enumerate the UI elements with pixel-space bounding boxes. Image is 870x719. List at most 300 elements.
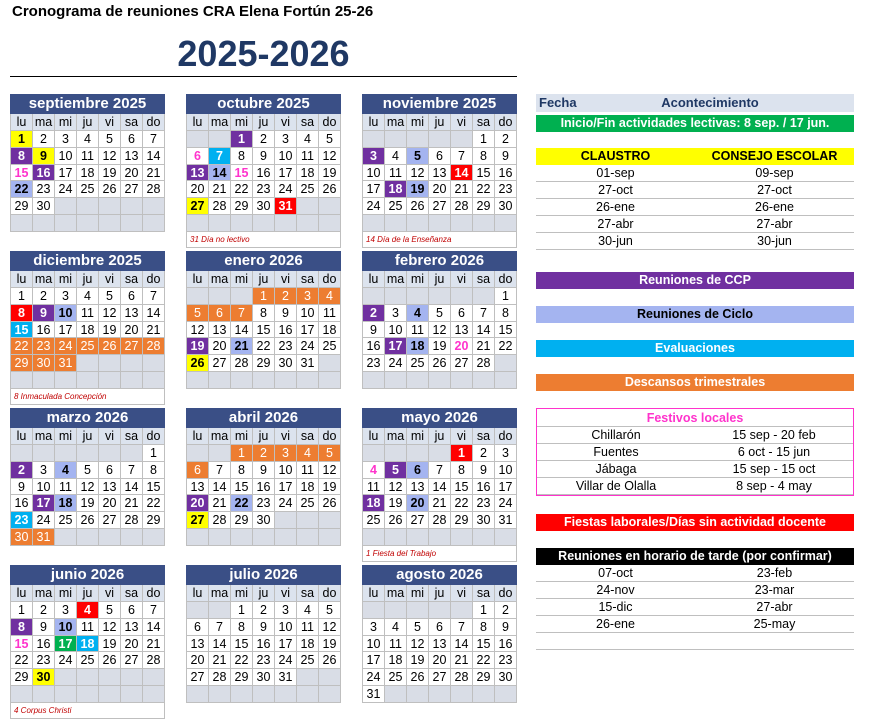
day-cell: 30 — [33, 669, 55, 686]
day-cell: 11 — [297, 462, 319, 479]
day-cell: 17 — [33, 495, 55, 512]
day-cell: 13 — [99, 479, 121, 496]
weekday-header: sa — [121, 114, 143, 131]
day-cell: 28 — [143, 652, 165, 669]
day-cell: 27 — [209, 355, 231, 372]
empty-cell — [33, 686, 55, 703]
day-cell: 2 — [33, 288, 55, 305]
empty-cell — [473, 288, 495, 305]
weekday-header: mi — [407, 271, 429, 288]
descansos-legend: Descansos trimestrales — [536, 374, 854, 391]
empty-cell — [253, 215, 275, 232]
weekday-header: ju — [77, 585, 99, 602]
empty-cell — [385, 215, 407, 232]
weekday-header: mi — [55, 585, 77, 602]
day-cell: 17 — [495, 479, 517, 496]
empty-cell — [473, 372, 495, 389]
day-cell: 14 — [209, 479, 231, 496]
empty-cell — [99, 198, 121, 215]
day-cell: 30 — [33, 198, 55, 215]
weekday-header: vi — [275, 585, 297, 602]
empty-cell — [121, 669, 143, 686]
day-cell: 14 — [121, 479, 143, 496]
day-cell: 28 — [143, 338, 165, 355]
weekday-header: lu — [11, 114, 33, 131]
day-cell: 31 — [275, 669, 297, 686]
ccp-legend: Reuniones de CCP — [536, 272, 854, 289]
day-cell: 29 — [473, 669, 495, 686]
day-cell: 15 — [11, 165, 33, 182]
empty-cell — [363, 445, 385, 462]
empty-cell — [319, 215, 341, 232]
day-cell: 10 — [495, 462, 517, 479]
day-cell: 23 — [253, 181, 275, 198]
day-cell: 24 — [55, 652, 77, 669]
table-cell: 27-abr — [597, 217, 634, 231]
day-cell: 12 — [385, 479, 407, 496]
empty-cell — [275, 686, 297, 703]
table-cell: 15-dic — [598, 600, 633, 614]
day-cell: 2 — [11, 462, 33, 479]
day-cell: 23 — [253, 652, 275, 669]
month-grid — [186, 114, 341, 232]
day-cell: 21 — [143, 322, 165, 339]
day-cell: 12 — [319, 619, 341, 636]
day-cell: 18 — [363, 495, 385, 512]
day-cell: 5 — [77, 462, 99, 479]
empty-cell — [407, 372, 429, 389]
weekday-header: ju — [429, 428, 451, 445]
empty-cell — [77, 355, 99, 372]
table-cell: Chillarón — [591, 428, 641, 442]
day-cell: 20 — [187, 495, 209, 512]
day-cell: 2 — [33, 602, 55, 619]
day-cell: 15 — [495, 322, 517, 339]
day-cell: 25 — [319, 338, 341, 355]
day-cell: 3 — [33, 462, 55, 479]
weekday-header: vi — [275, 114, 297, 131]
day-cell: 14 — [451, 165, 473, 182]
empty-cell — [297, 529, 319, 546]
day-cell: 8 — [495, 305, 517, 322]
empty-cell — [275, 512, 297, 529]
day-cell: 19 — [319, 636, 341, 653]
month-calendar — [362, 565, 517, 703]
weekday-header: lu — [187, 114, 209, 131]
day-cell: 3 — [275, 602, 297, 619]
weekday-header: sa — [473, 271, 495, 288]
empty-cell — [363, 529, 385, 546]
day-cell: 8 — [143, 462, 165, 479]
day-cell: 23 — [473, 495, 495, 512]
day-cell: 4 — [55, 462, 77, 479]
weekday-header: lu — [11, 271, 33, 288]
day-cell: 16 — [495, 636, 517, 653]
day-cell: 26 — [187, 355, 209, 372]
day-cell: 9 — [473, 462, 495, 479]
day-cell: 22 — [11, 181, 33, 198]
day-cell: 6 — [429, 619, 451, 636]
empty-cell — [429, 602, 451, 619]
month-grid — [362, 585, 517, 703]
fiestas-legend: Fiestas laborales/Días sin actividad docente — [536, 514, 854, 531]
empty-cell — [99, 215, 121, 232]
day-cell: 8 — [231, 148, 253, 165]
day-cell: 27 — [429, 669, 451, 686]
day-cell: 1 — [231, 131, 253, 148]
empty-cell — [429, 372, 451, 389]
weekday-header: mi — [231, 114, 253, 131]
day-cell: 14 — [209, 165, 231, 182]
weekday-header: do — [495, 271, 517, 288]
empty-cell — [451, 686, 473, 703]
day-cell: 13 — [187, 479, 209, 496]
day-cell: 14 — [451, 636, 473, 653]
day-cell: 14 — [473, 322, 495, 339]
day-cell: 16 — [253, 165, 275, 182]
empty-cell — [451, 372, 473, 389]
day-cell: 16 — [275, 322, 297, 339]
weekday-header: ju — [429, 271, 451, 288]
table-cell: 26-ene — [755, 200, 794, 214]
day-cell: 6 — [407, 462, 429, 479]
day-cell: 5 — [319, 131, 341, 148]
day-cell: 26 — [99, 338, 121, 355]
day-cell: 31 — [363, 686, 385, 703]
empty-cell — [99, 529, 121, 546]
tarde-title: Reuniones en horario de tarde (por confirmar) — [536, 548, 854, 565]
empty-cell — [11, 215, 33, 232]
weekday-header: lu — [363, 114, 385, 131]
day-cell: 23 — [275, 338, 297, 355]
day-cell: 3 — [55, 288, 77, 305]
day-cell: 29 — [11, 669, 33, 686]
day-cell: 5 — [99, 131, 121, 148]
empty-cell — [55, 215, 77, 232]
day-cell: 24 — [385, 355, 407, 372]
day-cell: 22 — [231, 495, 253, 512]
empty-cell — [77, 529, 99, 546]
day-cell: 14 — [429, 479, 451, 496]
empty-cell — [407, 686, 429, 703]
day-cell: 30 — [495, 669, 517, 686]
empty-cell — [121, 372, 143, 389]
empty-cell — [231, 372, 253, 389]
day-cell: 30 — [33, 355, 55, 372]
day-cell: 18 — [77, 636, 99, 653]
day-cell: 17 — [55, 636, 77, 653]
empty-cell — [385, 602, 407, 619]
weekday-header: do — [143, 114, 165, 131]
empty-cell — [451, 529, 473, 546]
table-cell: 24-nov — [596, 583, 635, 597]
day-cell: 13 — [429, 636, 451, 653]
table-cell: 25-may — [753, 617, 796, 631]
day-cell: 22 — [495, 338, 517, 355]
day-cell: 24 — [55, 338, 77, 355]
day-cell: 23 — [495, 652, 517, 669]
day-cell: 26 — [319, 181, 341, 198]
weekday-header: ju — [253, 271, 275, 288]
day-cell: 31 — [495, 512, 517, 529]
day-cell: 12 — [99, 305, 121, 322]
empty-cell — [143, 669, 165, 686]
day-cell: 26 — [407, 669, 429, 686]
festivos-rows — [537, 427, 853, 495]
weekday-header: sa — [297, 271, 319, 288]
empty-cell — [297, 372, 319, 389]
empty-cell — [99, 686, 121, 703]
weekday-header: ju — [253, 114, 275, 131]
month-title: marzo 2026 — [10, 408, 165, 428]
day-cell: 17 — [275, 479, 297, 496]
day-cell: 5 — [99, 602, 121, 619]
day-cell: 18 — [319, 322, 341, 339]
day-cell: 17 — [297, 322, 319, 339]
empty-cell — [77, 372, 99, 389]
weekday-header: do — [495, 114, 517, 131]
empty-cell — [429, 215, 451, 232]
weekday-header: ma — [385, 271, 407, 288]
day-cell: 23 — [33, 338, 55, 355]
empty-cell — [187, 215, 209, 232]
day-cell: 7 — [429, 462, 451, 479]
day-cell: 28 — [209, 198, 231, 215]
day-cell: 23 — [363, 355, 385, 372]
weekday-header: vi — [451, 271, 473, 288]
day-cell: 11 — [407, 322, 429, 339]
day-cell: 21 — [209, 181, 231, 198]
day-cell: 2 — [33, 131, 55, 148]
weekday-header: do — [143, 428, 165, 445]
day-cell: 29 — [231, 512, 253, 529]
table-cell: 30-jun — [757, 234, 792, 248]
empty-cell — [121, 198, 143, 215]
legend-header — [536, 94, 854, 112]
empty-cell — [55, 669, 77, 686]
weekday-header: ma — [33, 271, 55, 288]
day-cell: 16 — [33, 322, 55, 339]
month-title: agosto 2026 — [362, 565, 517, 585]
day-cell: 17 — [385, 338, 407, 355]
month-title: junio 2026 — [10, 565, 165, 585]
day-cell: 18 — [407, 338, 429, 355]
empty-cell — [473, 529, 495, 546]
day-cell: 2 — [253, 131, 275, 148]
empty-cell — [99, 445, 121, 462]
day-cell: 30 — [11, 529, 33, 546]
month-title: abril 2026 — [186, 408, 341, 428]
day-cell: 13 — [121, 305, 143, 322]
festivos-table — [536, 408, 854, 496]
day-cell: 7 — [143, 131, 165, 148]
day-cell: 12 — [99, 619, 121, 636]
day-cell: 17 — [55, 322, 77, 339]
month-title: julio 2026 — [186, 565, 341, 585]
empty-cell — [187, 445, 209, 462]
table-cell: Jábaga — [595, 462, 637, 476]
empty-cell — [495, 215, 517, 232]
day-cell: 24 — [363, 198, 385, 215]
empty-cell — [407, 529, 429, 546]
day-cell: 20 — [99, 495, 121, 512]
table-cell: 27-oct — [757, 183, 792, 197]
empty-cell — [187, 529, 209, 546]
day-cell: 25 — [385, 669, 407, 686]
day-cell: 14 — [143, 305, 165, 322]
day-cell: 19 — [77, 495, 99, 512]
weekday-header: mi — [231, 428, 253, 445]
day-cell: 3 — [297, 288, 319, 305]
day-cell: 15 — [11, 636, 33, 653]
day-cell: 7 — [143, 288, 165, 305]
day-cell: 6 — [121, 131, 143, 148]
empty-cell — [121, 529, 143, 546]
month-grid — [10, 271, 165, 389]
weekday-header: ma — [209, 114, 231, 131]
weekday-header: do — [143, 585, 165, 602]
empty-cell — [33, 445, 55, 462]
month-title: septiembre 2025 — [10, 94, 165, 114]
empty-cell — [209, 215, 231, 232]
day-cell: 16 — [363, 338, 385, 355]
day-cell: 10 — [55, 305, 77, 322]
day-cell: 25 — [385, 198, 407, 215]
weekday-header: mi — [407, 428, 429, 445]
empty-cell — [143, 372, 165, 389]
day-cell: 10 — [385, 322, 407, 339]
table-row — [536, 599, 854, 616]
day-cell: 5 — [385, 462, 407, 479]
day-cell: 12 — [77, 479, 99, 496]
empty-cell — [187, 288, 209, 305]
day-cell: 19 — [187, 338, 209, 355]
empty-cell — [55, 445, 77, 462]
month-calendar — [186, 408, 341, 546]
year-heading: 2025-2026 — [177, 33, 350, 74]
weekday-header: mi — [407, 114, 429, 131]
day-cell: 4 — [297, 445, 319, 462]
empty-cell — [209, 445, 231, 462]
day-cell: 23 — [253, 495, 275, 512]
day-cell: 24 — [297, 338, 319, 355]
day-cell: 10 — [275, 619, 297, 636]
empty-cell — [363, 372, 385, 389]
day-cell: 3 — [495, 445, 517, 462]
empty-cell — [363, 215, 385, 232]
day-cell: 2 — [495, 602, 517, 619]
day-cell: 13 — [429, 165, 451, 182]
day-cell: 17 — [275, 165, 297, 182]
empty-cell — [253, 529, 275, 546]
day-cell: 20 — [429, 181, 451, 198]
day-cell: 15 — [253, 322, 275, 339]
day-cell: 28 — [429, 512, 451, 529]
day-cell: 9 — [253, 462, 275, 479]
weekday-header: ma — [209, 271, 231, 288]
festivos-title: Festivos locales — [537, 409, 853, 427]
day-cell: 27 — [121, 181, 143, 198]
day-cell: 30 — [253, 198, 275, 215]
table-cell: 26-ene — [596, 200, 635, 214]
day-cell: 19 — [429, 338, 451, 355]
day-cell: 16 — [33, 165, 55, 182]
weekday-header: lu — [187, 271, 209, 288]
weekday-header: ju — [77, 114, 99, 131]
day-cell: 20 — [429, 652, 451, 669]
empty-cell — [363, 602, 385, 619]
claustro-rows — [536, 165, 854, 250]
empty-cell — [187, 131, 209, 148]
day-cell: 16 — [495, 165, 517, 182]
empty-cell — [407, 602, 429, 619]
day-cell: 15 — [473, 165, 495, 182]
weekday-header: sa — [473, 428, 495, 445]
day-cell: 25 — [55, 512, 77, 529]
claustro-header: CLAUSTRO — [580, 149, 651, 163]
day-cell: 4 — [77, 131, 99, 148]
day-cell: 4 — [319, 288, 341, 305]
day-cell: 12 — [99, 148, 121, 165]
day-cell: 8 — [11, 305, 33, 322]
day-cell: 12 — [429, 322, 451, 339]
empty-cell — [99, 355, 121, 372]
day-cell: 27 — [187, 198, 209, 215]
empty-cell — [121, 686, 143, 703]
day-cell: 31 — [33, 529, 55, 546]
day-cell: 11 — [77, 148, 99, 165]
empty-cell — [407, 445, 429, 462]
day-cell: 9 — [33, 619, 55, 636]
day-cell: 8 — [231, 462, 253, 479]
empty-cell — [11, 372, 33, 389]
empty-cell — [495, 355, 517, 372]
day-cell: 1 — [253, 288, 275, 305]
empty-cell — [319, 669, 341, 686]
empty-cell — [297, 215, 319, 232]
day-cell: 19 — [385, 495, 407, 512]
day-cell: 23 — [495, 181, 517, 198]
empty-cell — [187, 602, 209, 619]
month-calendar — [10, 94, 165, 232]
day-cell: 9 — [33, 305, 55, 322]
weekday-header: ma — [209, 428, 231, 445]
day-cell: 12 — [187, 322, 209, 339]
empty-cell — [429, 445, 451, 462]
month-calendar — [362, 251, 517, 389]
weekday-header: do — [319, 585, 341, 602]
empty-cell — [297, 198, 319, 215]
empty-cell — [55, 198, 77, 215]
day-cell: 26 — [99, 652, 121, 669]
empty-cell — [385, 529, 407, 546]
day-cell: 10 — [33, 479, 55, 496]
inicio-fin-band: Inicio/Fin actividades lectivas: 8 sep. / 17 jun. — [536, 115, 854, 132]
day-cell: 6 — [429, 148, 451, 165]
weekday-header: do — [319, 428, 341, 445]
acontecimiento-header: Acontecimiento — [661, 95, 759, 110]
table-row — [536, 233, 854, 250]
day-cell: 28 — [231, 355, 253, 372]
day-cell: 6 — [209, 305, 231, 322]
day-cell: 3 — [55, 131, 77, 148]
empty-cell — [451, 131, 473, 148]
empty-cell — [407, 288, 429, 305]
weekday-header: vi — [99, 428, 121, 445]
ciclo-legend: Reuniones de Ciclo — [536, 306, 854, 323]
month-calendar — [186, 251, 341, 389]
day-cell: 12 — [407, 636, 429, 653]
